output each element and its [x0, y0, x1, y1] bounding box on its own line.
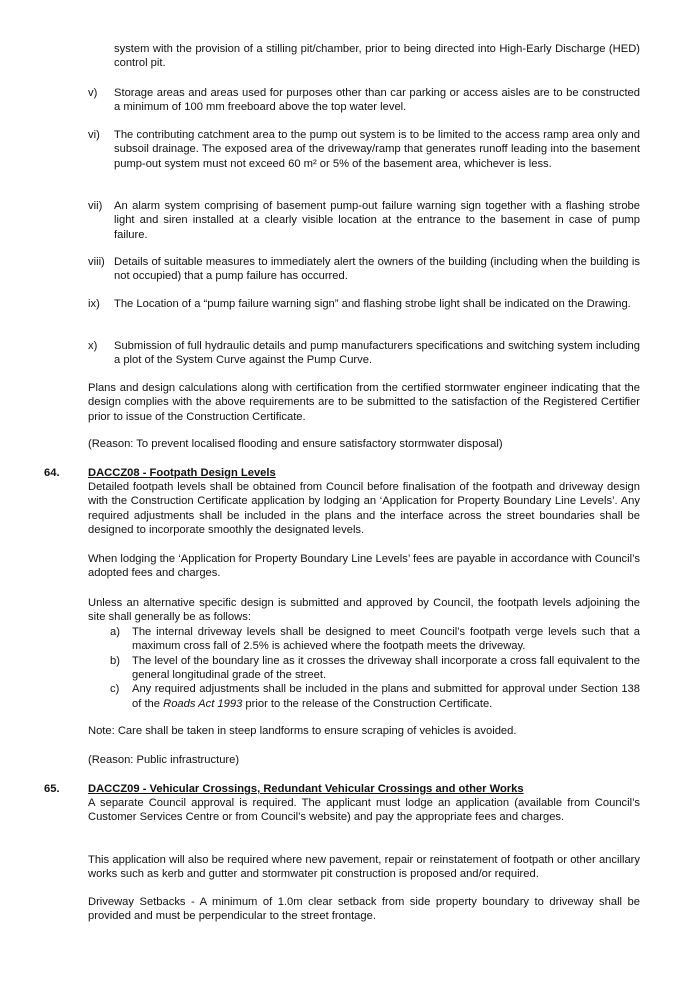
condition-65-heading: DACCZ09 - Vehicular Crossings, Redundant Vehicular Crossings and other Works	[88, 783, 524, 795]
list-item-x	[88, 339, 640, 368]
item-text: Submission of full hydraulic details and pump manufacturers specifications and switching system including a plot of the System Curve against the Pump Curve.	[114, 340, 640, 367]
list-item-ix	[88, 297, 640, 311]
reason-stormwater: (Reason: To prevent localised flooding and ensure satisfactory stormwater disposal)	[88, 438, 503, 450]
condition-65-paragraph-1: A separate Council approval is required. The applicant must lodge an application (available from Council’s Customer Services Centre or from Council’s website) and pay the appropriate fees and charges.	[88, 797, 640, 824]
item-text: The contributing catchment area to the pump out system is to be limited to the access ramp area only and subsoil drainage. The exposed area of the driveway/ramp that generates runoff leading into the basement pump-out system must not exceed 60 m² or 5% of the basement area, whichever is less.	[114, 129, 640, 170]
sub-item-text: The level of the boundary line as it crosses the driveway shall incorporate a cross fall equivalent to the general longitudinal grade of the street.	[132, 654, 640, 682]
item-text: An alarm system comprising of basement pump-out failure warning sign together with a flashing strobe light and siren installed at a clearly visible location at the entrance to the basement in case of pump failure.	[114, 200, 640, 241]
condition-64-reason: (Reason: Public infrastructure)	[88, 754, 240, 766]
item-number: v)	[88, 87, 98, 99]
condition-65-number: 65.	[44, 783, 60, 795]
list-item-viii	[88, 255, 640, 284]
item-number: vii)	[88, 200, 103, 212]
continuation-text: system with the provision of a stilling pit/chamber, prior to being directed into High-Early Discharge (HED) control pit.	[114, 43, 640, 70]
sub-c-text-post: prior to the release of the Construction Certificate.	[242, 697, 493, 710]
condition-64-note: Note: Care shall be taken in steep landforms to ensure scraping of vehicles is avoided.	[88, 725, 517, 737]
item-text: Storage areas and areas used for purposes other than car parking or access aisles are to be constructed a minimum of 100 mm freeboard above the top water level.	[114, 87, 640, 114]
act-name: Roads Act 1993	[163, 697, 243, 710]
plans-paragraph: Plans and design calculations along with certification from the certified stormwater engineer indicating that the design complies with the above requirements are to be submitted to the satisfaction of the Registered Certifier prior to issue of the Construction Certificate.	[88, 382, 640, 423]
sub-item-number: a)	[110, 625, 120, 638]
item-number: ix)	[88, 298, 100, 310]
condition-64-number: 64.	[44, 467, 60, 479]
condition-64-paragraph-3: Unless an alternative specific design is submitted and approved by Council, the footpath levels adjoining the site shall generally be as follows:	[88, 597, 640, 624]
condition-65-paragraph-2: This application will also be required where new pavement, repair or reinstatement of footpath or other ancillary works such as kerb and gutter and stormwater pit construction is proposed and/or required.	[88, 854, 640, 881]
item-number: vi)	[88, 129, 100, 141]
sub-item-number: c)	[110, 683, 120, 696]
condition-64-levels-block	[88, 596, 640, 711]
sub-item-text	[132, 682, 640, 711]
item-number: x)	[88, 340, 98, 352]
list-item-vii	[88, 199, 640, 242]
list-item-vi	[88, 128, 640, 171]
sub-item-a	[88, 625, 640, 654]
item-text: Details of suitable measures to immediately alert the owners of the building (including when the building is not occupied) that a pump failure has occurred.	[114, 256, 640, 283]
sub-item-b	[88, 654, 640, 683]
list-item-v	[88, 86, 640, 115]
condition-64-paragraph-1: Detailed footpath levels shall be obtained from Council before finalisation of the footpath and driveway design with the Construction Certificate application by lodging an ‘Application for Property Boundary Line Levels’. Any required adjustments shall be included in the plans and the interface across the street boundaries shall be designed to incorporate smoothly the designated levels.	[88, 481, 640, 537]
item-number: viii)	[88, 256, 105, 268]
sub-item-c	[88, 682, 640, 711]
sub-item-number: b)	[110, 654, 120, 667]
condition-64-paragraph-2: When lodging the ‘Application for Property Boundary Line Levels’ fees are payable in accordance with Council’s adopted fees and charges.	[88, 553, 640, 580]
condition-65-paragraph-3: Driveway Setbacks - A minimum of 1.0m clear setback from side property boundary to driveway shall be provided and must be perpendicular to the street frontage.	[88, 896, 640, 923]
sub-c-text-pre: Any required adjustments shall be included in the plans and submitted for approval under Section 138 of the	[132, 683, 640, 710]
sub-item-text: The internal driveway levels shall be designed to meet Council’s footpath verge levels such that a maximum cross fall of 2.5% is achieved where the footpath meets the driveway.	[132, 625, 640, 653]
item-text: The Location of a “pump failure warning sign” and flashing strobe light shall be indicated on the Drawing.	[114, 298, 631, 310]
condition-64-heading: DACCZ08 - Footpath Design Levels	[88, 467, 276, 479]
